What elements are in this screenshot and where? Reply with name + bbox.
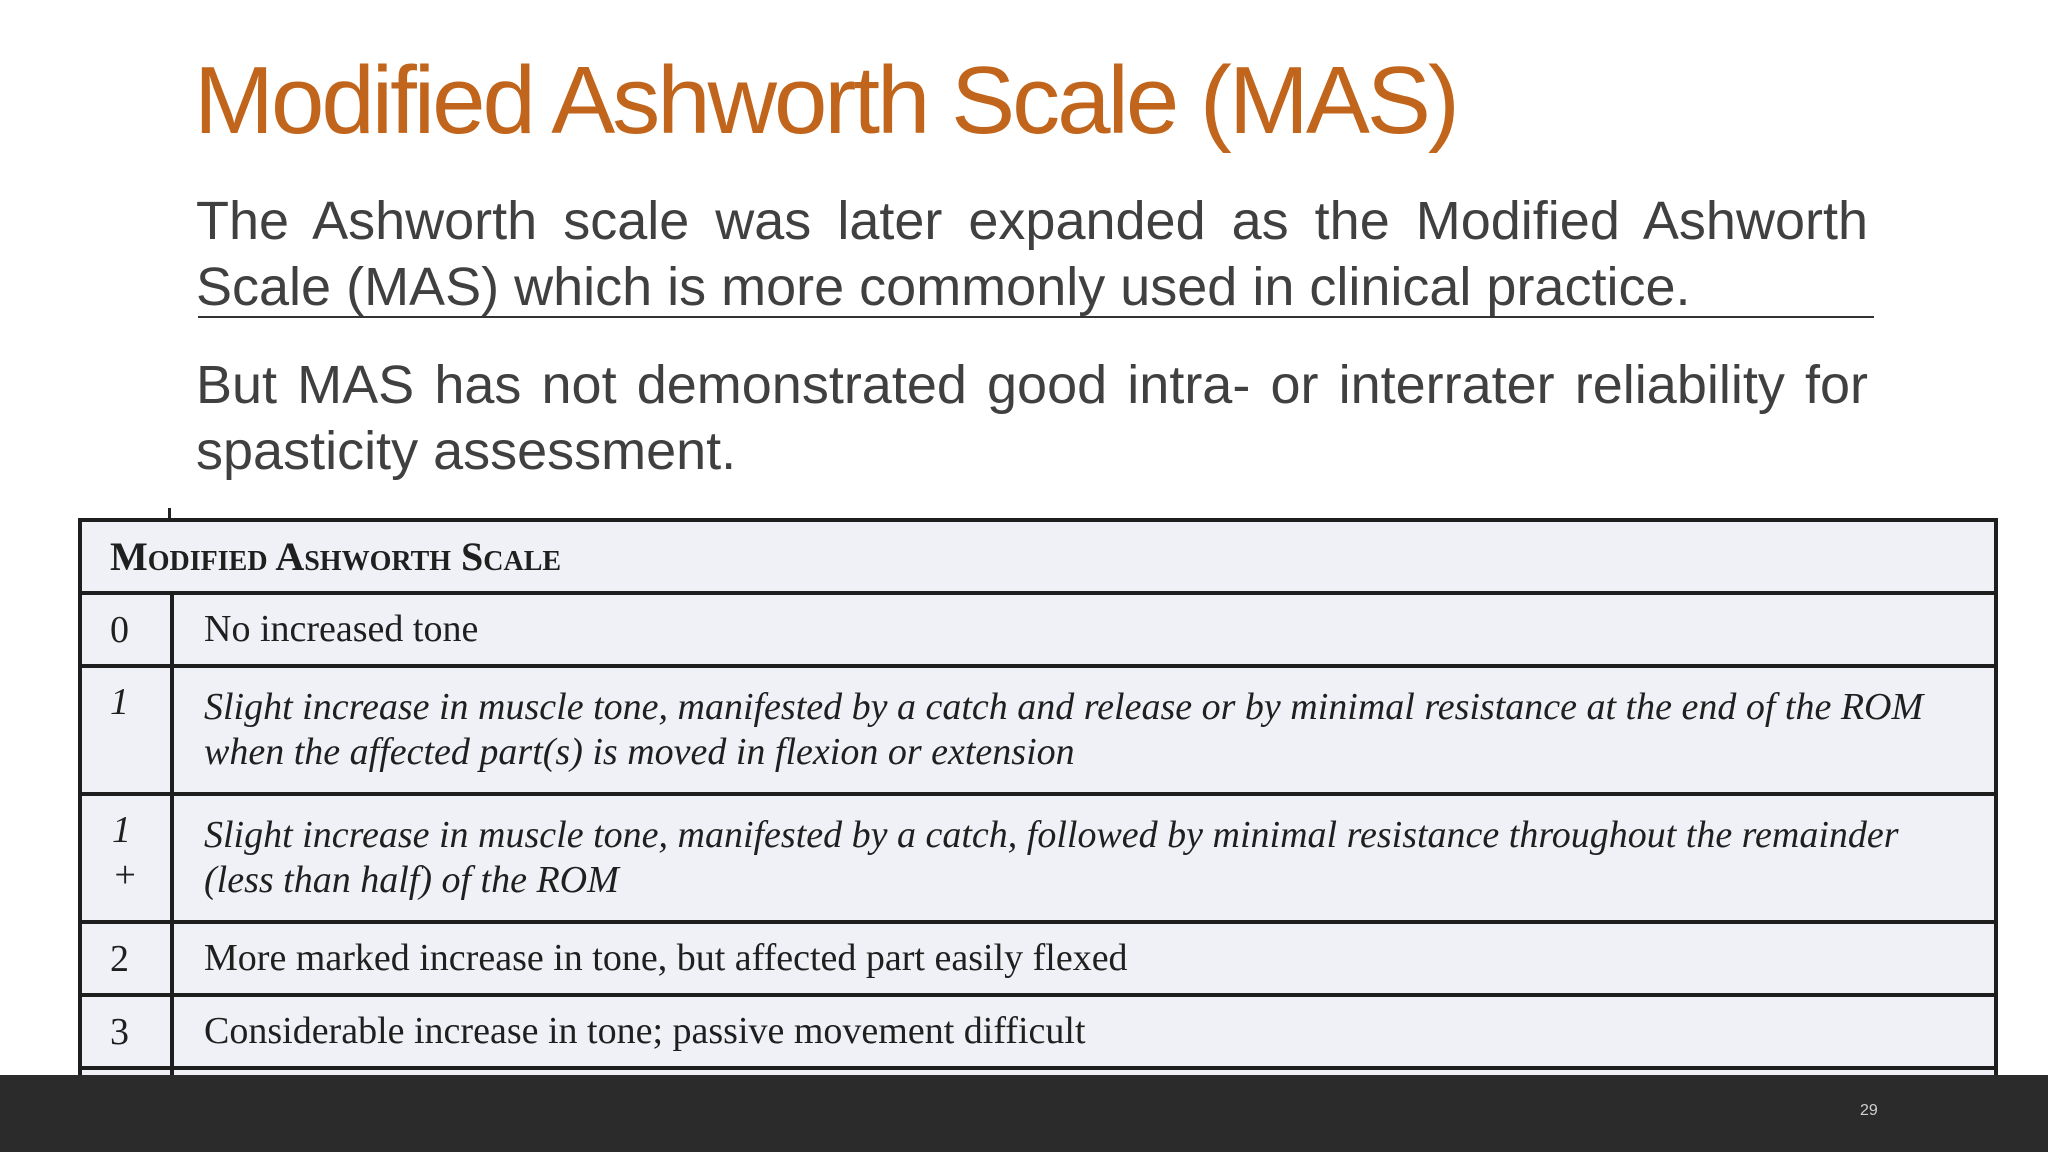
- score-cell: [80, 922, 172, 995]
- paragraph-underline: [198, 316, 1874, 318]
- mas-table-image: [78, 518, 1998, 1121]
- mas-table: [78, 518, 1998, 1143]
- table-header: Modified Ashworth Scale: [80, 520, 1996, 593]
- score-cell: [80, 794, 172, 922]
- score-plus-sign: +: [112, 854, 138, 896]
- description-cell: More marked increase in tone, but affected part easily flexed: [172, 922, 1996, 995]
- score-cell: [80, 666, 172, 794]
- table-row: [80, 794, 1996, 922]
- score-value: 1: [110, 681, 129, 723]
- reliability-paragraph: But MAS has not demonstrated good intra- or interrater reliability for spasticity assessment.: [196, 355, 1868, 481]
- score-value: 2: [110, 937, 129, 980]
- table-header-row: [80, 520, 1996, 593]
- score-value: 0: [110, 608, 129, 651]
- table-row: [80, 922, 1996, 995]
- page-number: 29: [1860, 1102, 1878, 1119]
- table-row: [80, 593, 1996, 666]
- intro-paragraph: The Ashworth scale was later expanded as the Modified Ashworth Scale (MAS) which is more commonly used in clinical practice.: [196, 191, 1868, 317]
- table-row: [80, 666, 1996, 794]
- score-cell: [80, 593, 172, 666]
- footer-bar: [0, 1075, 2048, 1152]
- score-value: 1: [112, 809, 131, 851]
- description-cell: No increased tone: [172, 593, 1996, 666]
- score-cell: [80, 995, 172, 1068]
- table-row: [80, 995, 1996, 1068]
- score-value: 3: [110, 1010, 129, 1053]
- description-cell: Slight increase in muscle tone, manifested by a catch, followed by minimal resistance throughout the remainder (less than half) of the ROM: [172, 794, 1996, 922]
- slide-title: Modified Ashworth Scale (MAS): [194, 47, 1457, 154]
- description-cell: Considerable increase in tone; passive movement difficult: [172, 995, 1996, 1068]
- description-cell: Slight increase in muscle tone, manifested by a catch and release or by minimal resistance at the end of the ROM when the affected part(s) is moved in flexion or extension: [172, 666, 1996, 794]
